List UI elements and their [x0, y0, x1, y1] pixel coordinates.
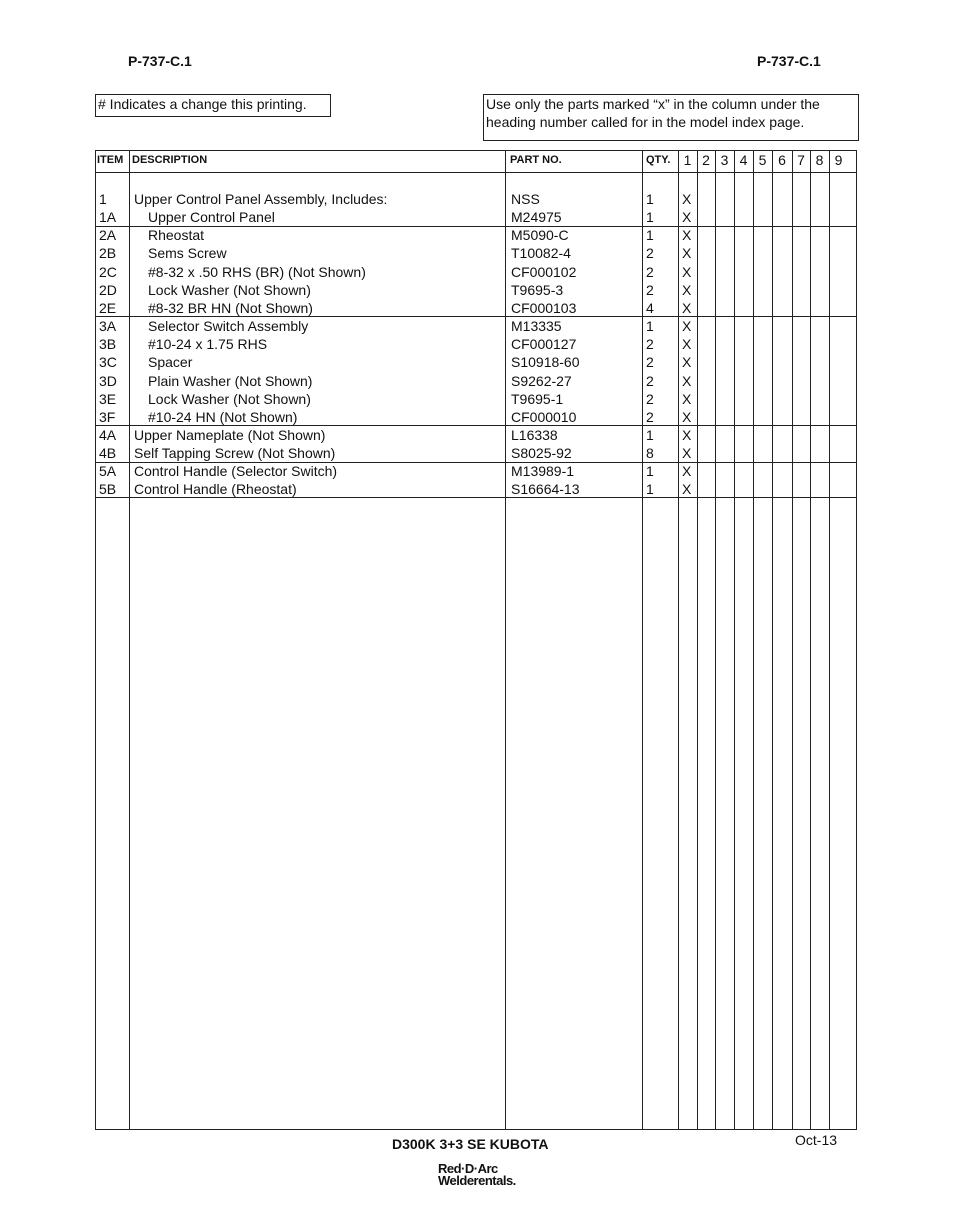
description-cell: Sems Screw	[148, 245, 227, 262]
model-column-header: 3	[720, 152, 729, 168]
qty-cell: 2	[646, 281, 654, 298]
model-1-mark: X	[682, 390, 692, 407]
qty-column-header: QTY.	[646, 154, 671, 166]
table-row	[96, 226, 856, 244]
description-cell: Self Tapping Screw (Not Shown)	[134, 445, 336, 462]
part-no-cell: T9695-3	[511, 281, 564, 298]
model-1-mark: X	[682, 354, 692, 371]
part-no-cell: T9695-1	[511, 390, 564, 407]
table-row	[96, 426, 856, 444]
description-cell: Plain Washer (Not Shown)	[148, 372, 313, 389]
description-cell: #8-32 BR HN (Not Shown)	[148, 299, 313, 316]
item-cell: 3F	[99, 408, 116, 425]
model-1-mark: X	[682, 227, 692, 244]
table-row	[96, 281, 856, 299]
usage-note-box: Use only the parts marked “x” in the column under the heading number called for in the model index page.	[483, 94, 859, 141]
qty-cell: 2	[646, 245, 654, 262]
part-no-cell: CF000103	[511, 299, 577, 316]
description-cell: Upper Nameplate (Not Shown)	[134, 426, 326, 443]
qty-cell: 1	[646, 463, 654, 480]
part-no-cell: L16338	[511, 426, 558, 443]
page-number-right: P-737-C.1	[757, 53, 821, 69]
qty-cell: 1	[646, 191, 654, 207]
company-logo	[438, 1163, 516, 1187]
table-row	[96, 372, 856, 390]
item-cell: 2D	[99, 281, 117, 298]
table-row	[96, 462, 856, 480]
description-cell: Selector Switch Assembly	[148, 318, 309, 335]
model-1-mark: X	[682, 245, 692, 262]
model-1-mark: X	[682, 445, 692, 462]
model-column-header: 2	[702, 152, 710, 168]
table-row	[96, 190, 856, 208]
qty-cell: 2	[646, 263, 654, 280]
part-no-cell: S10918-60	[511, 354, 580, 371]
description-cell: Control Handle (Rheostat)	[134, 481, 297, 498]
item-cell: 5A	[99, 463, 117, 480]
footer-model: D300K 3+3 SE KUBOTA	[392, 1136, 549, 1152]
parts-table	[95, 150, 857, 1130]
qty-cell: 1	[646, 227, 654, 244]
qty-cell: 2	[646, 408, 654, 425]
part-no-cell: S16664-13	[511, 481, 580, 498]
item-cell: 2E	[99, 299, 117, 316]
model-1-mark: X	[682, 481, 692, 498]
model-column-header: 8	[815, 152, 824, 168]
item-cell: 3B	[99, 336, 117, 353]
part-no-cell: T10082-4	[511, 245, 571, 262]
part-no-cell: S8025-92	[511, 445, 572, 462]
qty-cell: 4	[646, 299, 654, 316]
description-cell: Spacer	[148, 354, 193, 371]
logo-line-2: Welderentals.	[438, 1173, 516, 1188]
item-column-header: ITEM	[97, 154, 124, 166]
model-column-header: 4	[739, 152, 748, 168]
qty-cell: 2	[646, 336, 654, 353]
table-row	[96, 444, 856, 462]
part-no-cell: M24975	[511, 209, 562, 226]
item-cell: 2C	[99, 263, 117, 280]
qty-cell: 1	[646, 209, 654, 226]
table-row	[96, 244, 856, 262]
item-cell: 1A	[99, 209, 117, 226]
description-cell: Upper Control Panel	[148, 209, 275, 226]
model-column-header: 7	[797, 152, 805, 168]
qty-cell: 2	[646, 390, 654, 407]
model-column-header: 5	[758, 152, 767, 168]
table-row	[96, 208, 856, 226]
description-cell: Lock Washer (Not Shown)	[148, 281, 311, 298]
description-cell: Lock Washer (Not Shown)	[148, 390, 311, 407]
item-cell: 1	[99, 191, 107, 207]
part-no-column-header: PART NO.	[510, 154, 562, 166]
model-1-mark: X	[682, 426, 692, 443]
description-cell: Control Handle (Selector Switch)	[134, 463, 338, 480]
qty-cell: 8	[646, 445, 654, 462]
model-column-header: 1	[683, 152, 692, 168]
item-cell: 4B	[99, 445, 117, 462]
page-number-left: P-737-C.1	[128, 53, 192, 69]
qty-cell: 1	[646, 318, 654, 335]
qty-cell: 1	[646, 481, 654, 498]
model-1-mark: X	[682, 263, 692, 280]
part-no-cell: NSS	[511, 191, 540, 207]
change-note-box: # Indicates a change this printing.	[95, 94, 331, 117]
table-row	[96, 299, 856, 317]
model-1-mark: X	[682, 191, 692, 207]
qty-cell: 1	[646, 426, 654, 443]
table-row	[96, 335, 856, 353]
table-row	[96, 480, 856, 498]
table-row	[96, 408, 856, 426]
description-column-header: DESCRIPTION	[132, 154, 208, 166]
item-cell: 2B	[99, 245, 117, 262]
table-row	[96, 353, 856, 371]
table-row	[96, 263, 856, 281]
description-cell: Upper Control Panel Assembly, Includes:	[134, 191, 388, 207]
model-1-mark: X	[682, 318, 692, 335]
item-cell: 2A	[99, 227, 117, 244]
model-1-mark: X	[682, 336, 692, 353]
model-1-mark: X	[682, 463, 692, 480]
model-column-header: 9	[834, 152, 843, 168]
description-cell: #10-24 x 1.75 RHS	[148, 336, 268, 353]
item-cell: 4A	[99, 426, 117, 443]
part-no-cell: M13335	[511, 318, 562, 335]
model-1-mark: X	[682, 281, 692, 298]
part-no-cell: CF000102	[511, 263, 577, 280]
model-1-mark: X	[682, 299, 692, 316]
part-no-cell: M5090-C	[511, 227, 569, 244]
qty-cell: 2	[646, 354, 654, 371]
model-column-header: 6	[778, 152, 786, 168]
item-cell: 3C	[99, 354, 117, 371]
item-cell: 5B	[99, 481, 117, 498]
item-cell: 3A	[99, 318, 117, 335]
part-no-cell: M13989-1	[511, 463, 575, 480]
part-no-cell: CF000127	[511, 336, 577, 353]
part-no-cell: S9262-27	[511, 372, 572, 389]
item-cell: 3D	[99, 372, 117, 389]
logo-line-1: Red·D·Arc	[438, 1161, 498, 1176]
footer-date: Oct-13	[795, 1132, 838, 1148]
model-1-mark: X	[682, 408, 692, 425]
part-no-cell: CF000010	[511, 408, 577, 425]
description-cell: #10-24 HN (Not Shown)	[148, 408, 298, 425]
description-cell: #8-32 x .50 RHS (BR) (Not Shown)	[148, 263, 366, 280]
table-row	[96, 317, 856, 335]
table-row	[96, 390, 856, 408]
model-1-mark: X	[682, 209, 692, 226]
item-cell: 3E	[99, 390, 117, 407]
model-1-mark: X	[682, 372, 692, 389]
qty-cell: 2	[646, 372, 654, 389]
description-cell: Rheostat	[148, 227, 205, 244]
